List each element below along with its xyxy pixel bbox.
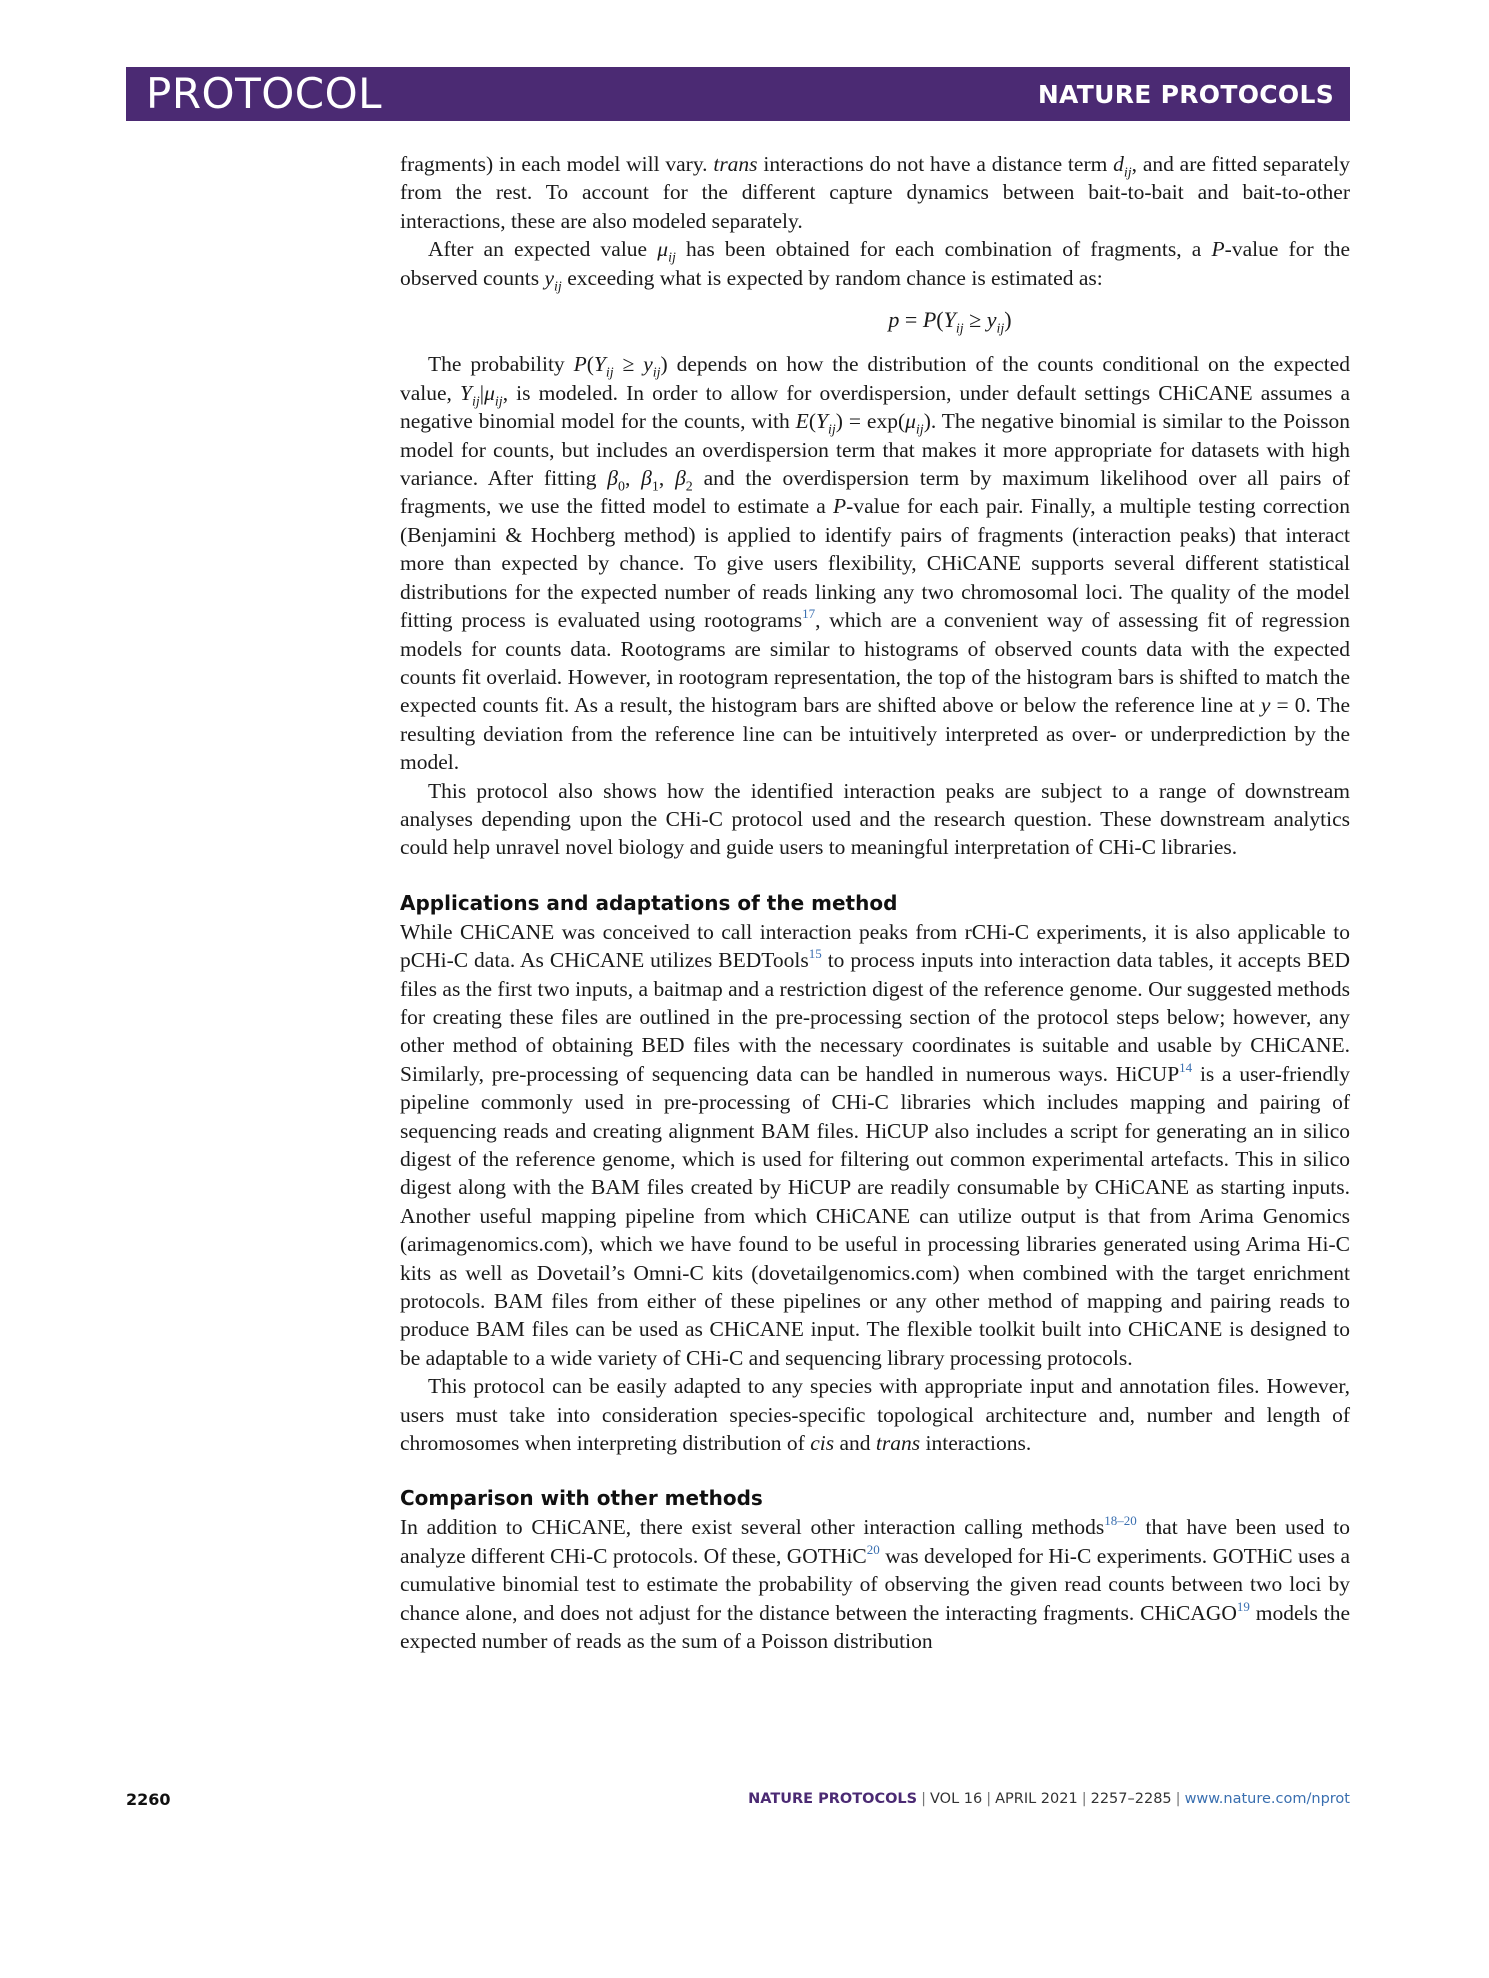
footer-volume: VOL 16 xyxy=(930,1791,983,1807)
footer-date: APRIL 2021 xyxy=(995,1791,1078,1807)
paragraph-4: This protocol also shows how the identified interaction peaks are subject to a range of downstream analyses depending upon the CHi-C protocol used and the research question. These downstream analytics could help unravel novel biology and guide users to meaningful interpretation of CHi-C libraries. xyxy=(400,778,1350,860)
heading-comparison: Comparison with other methods xyxy=(400,1486,763,1511)
journal-title: NATURE PROTOCOLS xyxy=(1037,80,1334,109)
footer-url-link[interactable]: www.nature.com/nprot xyxy=(1184,1791,1350,1807)
paragraph-3: The probability $P(Y_{ij} \ge y_{ij})$ depends on how the distribution of the counts conditional on the expected value, $Y_{ij}|\mu_{ij}$, is modeled. In order to allow for overdispersion, under default settings CHiCANE assumes a negative binomial model for the counts, with $E(Y_{ij}) = \exp(\mu_{ij})$. The negative binomial is similar to the Poisson model for counts, but includes an overdispersion term that makes it more appropriate for datasets with high variance. After fitting $\beta_0$, $\beta_1$, $\beta_2$ and the overdispersion term by maximum likelihood over all pairs of fragments, we use the fitted model to estimate a P-value for each pair. Finally, a multiple testing correction (Benjamini & Hochberg method) is applied to identify pairs of fragments (interaction peaks) that interact more than expected by chance. To give users flexibility, CHiCANE supports several different statistical distributions for the expected number of reads linking any two chromosomal loci. The quality of the model fitting process is evaluated using rootograms$^{17}$, which are a convenient way of assessing fit of regression models for counts data. Rootograms are similar to histograms of observed counts data with the expected counts fit overlaid. However, in rootogram representation, the top of the histogram bars is shifted to match the expected counts fit. As a result, the histogram bars are shifted above or below the reference line at y = 0. The resulting deviation from the reference line can be intuitively interpreted as over- or underprediction by the model. xyxy=(400,352,1351,775)
citation-14[interactable]: 14 xyxy=(1179,1059,1193,1075)
paragraph-7: In addition to CHiCANE, there exist several other interaction calling methods$^{18-20}$ that have been used to analyze different CHi-C protocols. Of these, GOTHiC$^{20}$ was developed for Hi-C experiments. GOTHiC uses a cumulative binomial test to estimate the probability of observing the given read counts between two loci by chance alone, and does not adjust for the distance between the interacting fragments. CHiCAGO$^{19}$ models the expected number of reads as the sum of a Poisson distribution xyxy=(400,1513,1351,1654)
citation-17[interactable]: 17 xyxy=(802,606,816,622)
paragraph-1: fragments) in each model will vary. trans interactions do not have a distance term $d_{ij}$, and are fitted separately from the rest. To account for the different capture dynamics between bait-to-bait and bait-to-other interactions, these are also modeled separately. xyxy=(400,152,1351,233)
citation-18-20[interactable]: 18–20 xyxy=(1104,1513,1137,1529)
page-number: 2260 xyxy=(126,1790,171,1809)
paragraph-6: This protocol can be easily adapted to any species with appropriate input and annotation files. However, users must take into consideration species-specific topological architecture and, number and length of chromosomes when interpreting distribution of cis and trans interactions. xyxy=(400,1374,1350,1456)
paragraph-5: While CHiCANE was conceived to call interaction peaks from rCHi-C experiments, it is also applicable to pCHi-C data. As CHiCANE utilizes BEDTools$^{15}$ to process inputs into interaction data tables, it accepts BED files as the first two inputs, a baitmap and a restriction digest of the reference genome. Our suggested methods for creating these files are outlined in the pre-processing section of the protocol steps below; however, any other method of obtaining BED files with the necessary coordinates is suitable and usable by CHiCANE. Similarly, pre-processing of sequencing data can be handled in numerous ways. HiCUP$^{14}$ is a user-friendly pipeline commonly used in pre-processing of CHi-C libraries which includes mapping and pairing of sequencing reads and creating alignment BAM files. HiCUP also includes a script for generating an in silico digest of the reference genome, which is used for filtering out common experimental artefacts. This in silico digest along with the BAM files created by HiCUP are readily consumable by CHiCANE as starting inputs. Another useful mapping pipeline from which CHiCANE can utilize output is that from Arima Genomics (arimagenomics.com), which we have found to be useful in processing libraries generated using Arima Hi-C kits as well as Dovetail’s Omni-C kits (dovetailgenomics.com) when combined with the target enrichment protocols. BAM files from either of these pipelines or any other method of mapping and pairing reads to produce BAM files can be used as CHiCANE input. The flexible toolkit built into CHiCANE is designed to be adaptable to a wide variety of CHi-C and sequencing library processing protocols. xyxy=(400,919,1351,1370)
header-banner xyxy=(126,67,1350,121)
footer-pages: 2257–2285 xyxy=(1090,1791,1172,1807)
footer-citation: NATURE PROTOCOLS | VOL 16 | APRIL 2021 | 2257–2285 | www.nature.com/nprot xyxy=(748,1791,1350,1807)
paragraph-2: After an expected value $\mu_{ij}$ has been obtained for each combination of fragments, a P-value for the observed counts $y_{ij}$ exceeding what is expected by random chance is estimated as: xyxy=(400,237,1351,294)
footer-journal: NATURE PROTOCOLS xyxy=(748,1791,918,1807)
heading-applications: Applications and adaptations of the method xyxy=(400,890,898,915)
article-body xyxy=(400,150,1350,1656)
citation-15[interactable]: 15 xyxy=(808,946,822,962)
p-value-equation: $p = P(Y_{ij} \ge y_{ij})$ xyxy=(888,307,1012,337)
citation-20[interactable]: 20 xyxy=(866,1541,880,1557)
citation-19[interactable]: 19 xyxy=(1236,1598,1250,1614)
section-label: PROTOCOL xyxy=(146,69,383,118)
